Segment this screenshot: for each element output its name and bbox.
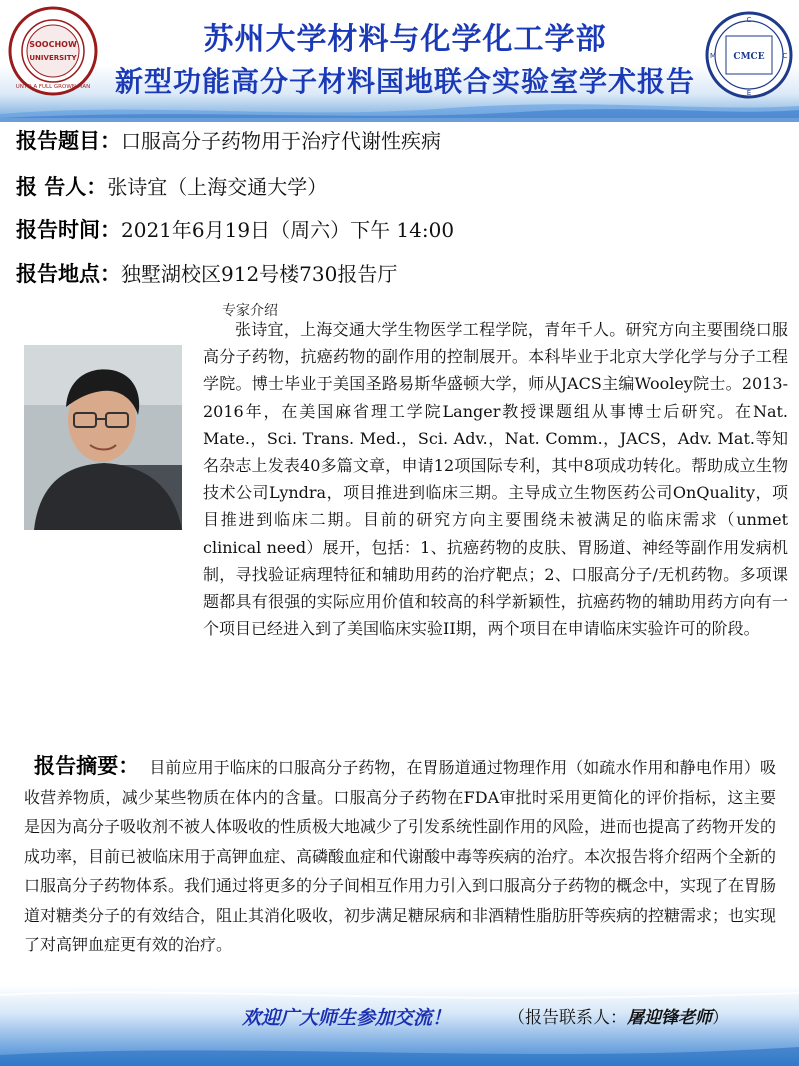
svg-text:UNIVERSITY: UNIVERSITY	[29, 54, 77, 62]
svg-text:C: C	[746, 16, 752, 24]
abstract-label: 报告摘要：	[34, 754, 140, 778]
speaker-value: 张诗宜（上海交通大学）	[107, 175, 328, 199]
abstract-block	[24, 752, 776, 960]
speaker-photo	[24, 345, 182, 530]
svg-text:UNTO A FULL GROWN MAN: UNTO A FULL GROWN MAN	[15, 84, 91, 90]
bio-text: 张诗宜，上海交通大学生物医学工程学院，青年千人。研究方向主要围绕口服高分子药物，抗癌药物的副作用的控制展开。本科毕业于北京大学化学与分子工程学院。博士毕业于美国圣路易斯华盛顿大学，师从JACS主编Wooley院士。2013-2016年，在美国麻省理工学院Langer教授课题组从事博士后研究。在Nat. Mate.，Sci. Trans. Med.，Sci. Adv.，Nat. Comm.，JACS，Adv. Mat.等知名杂志上发表40多篇文章，申请12项国际专利，其中8项成功转化。帮助成立生物技术公司Lyndra，项目推进到临床三期。主导成立生物医药公司OnQuality，项目推进到临床二期。目前的研究方向主要围绕未被满足的临床需求（unmet clinical need）展开，包括：1、抗癌药物的皮肤、胃肠道、神经等副作用发病机制，寻找验证病理特征和辅助用药的治疗靶点；2、口服高分子/无机药物。多项课题都具有很强的实际应用价值和较高的科学新颖性，抗癌药物的辅助用药方向有一个项目已经进入到了美国临床实验II期，两个项目在申请临床实验许可的阶段。	[203, 320, 788, 639]
place-value: 独墅湖校区912号楼730报告厅	[121, 262, 398, 286]
cmce-department-logo	[704, 10, 794, 100]
contact-prefix: （报告联系人：	[508, 1008, 627, 1028]
welcome-text: 欢迎广大师生参加交流！	[242, 1007, 452, 1029]
place-row	[16, 258, 397, 288]
contact-name: 屠迎锋老师	[627, 1008, 712, 1028]
topic-value: 口服高分子药物用于治疗代谢性疾病	[121, 129, 441, 153]
header-title-line1: 苏州大学材料与化学化工学部	[203, 22, 607, 57]
contact-suffix: ）	[712, 1008, 729, 1028]
topic-row	[16, 125, 441, 155]
header-wave-decoration	[0, 100, 799, 122]
svg-text:C: C	[782, 52, 788, 60]
svg-text:E: E	[746, 89, 752, 97]
contact-text	[508, 1003, 729, 1028]
soochow-university-logo	[8, 6, 98, 96]
time-label: 报告时间：	[16, 218, 121, 242]
speaker-label: 报 告人：	[16, 175, 108, 199]
svg-text:SOOCHOW: SOOCHOW	[29, 40, 77, 49]
topic-label: 报告题目：	[16, 129, 121, 153]
speaker-row	[16, 171, 327, 201]
bio-heading: 专家介绍	[222, 303, 278, 319]
svg-text:M: M	[709, 52, 717, 60]
abstract-text: 目前应用于临床的口服高分子药物，在胃肠道通过物理作用（如疏水作用和静电作用）吸收营养物质，减少某些物质在体内的含量。口服高分子药物在FDA审批时采用更简化的评价指标，这主要是因为高分子吸收剂不被人体吸收的性质极大地减少了引发系统性副作用的风险，进而也提高了药物开发的成功率，目前已被临床用于高钾血症、高磷酸血症和代谢酸中毒等疾病的治疗。本次报告将介绍两个全新的口服高分子药物体系。我们通过将更多的分子间相互作用力引入到口服高分子药物的概念中，实现了在胃肠道对糖类分子的有效结合，阻止其消化吸收，初步满足糖尿病和非酒精性脂肪肝等疾病的控糖需求；也实现了对高钾血症更有效的治疗。	[24, 758, 777, 954]
cmce-emblem-text: CMCE	[733, 52, 765, 62]
place-label: 报告地点：	[16, 262, 121, 286]
time-row	[16, 214, 454, 244]
header-title-line2: 新型功能高分子材料国地联合实验室学术报告	[114, 65, 695, 98]
time-value: 2021年6月19日（周六）下午 14:00	[121, 218, 455, 242]
